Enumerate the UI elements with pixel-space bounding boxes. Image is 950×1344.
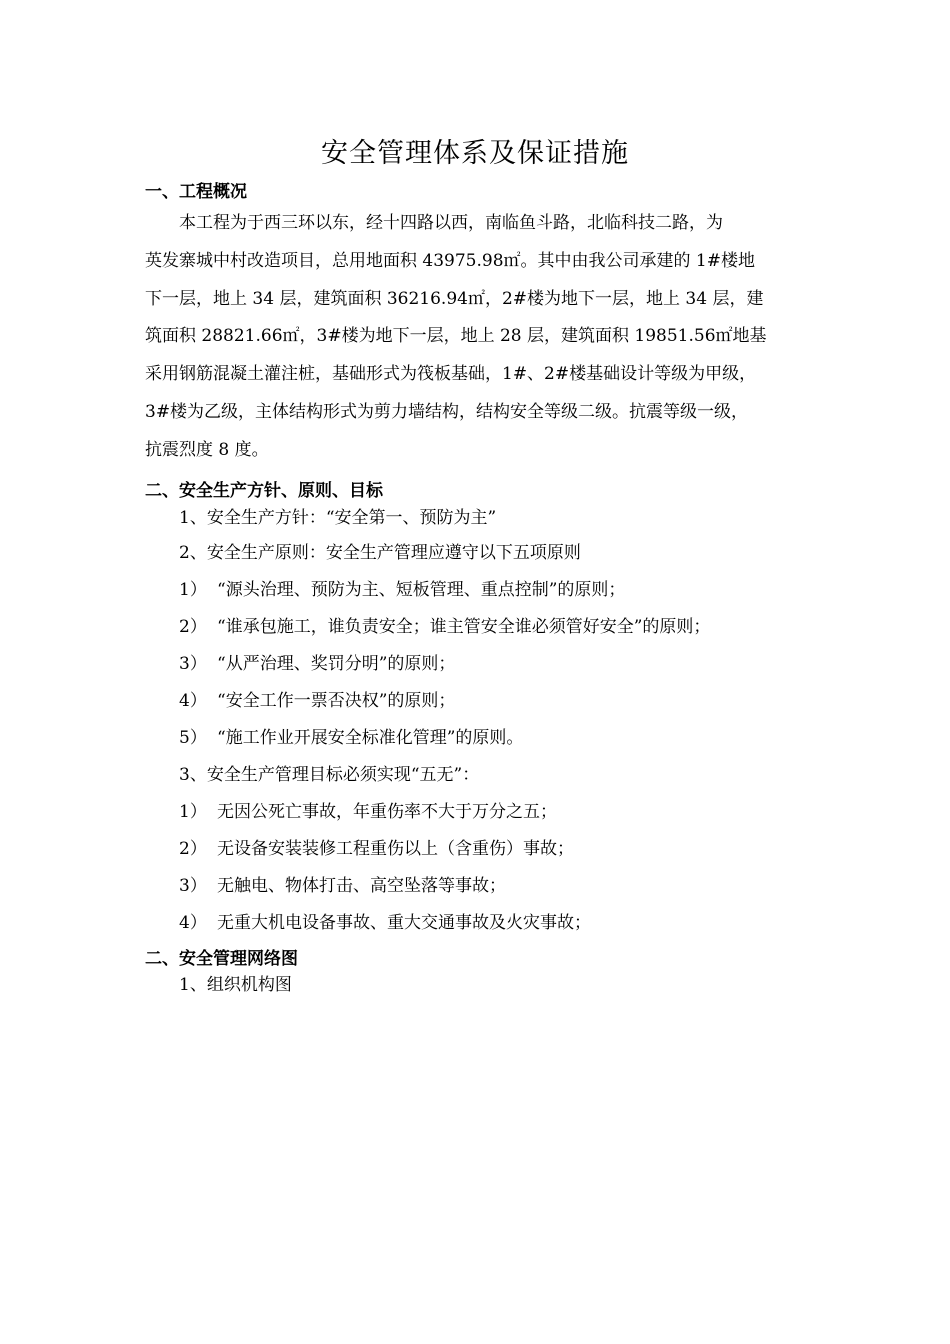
safety-goal-intro: 3、安全生产管理目标必须实现“五无”： [179, 765, 480, 785]
section-heading-safety-network: 二、安全管理网络图 [145, 949, 298, 969]
list-text: “施工作业开展安全标准化管理”的原则。 [217, 728, 524, 748]
list-number: 5） [179, 728, 207, 748]
list-text: “从严治理、奖罚分明”的原则； [217, 654, 456, 674]
principle-item [179, 651, 455, 677]
principle-item [179, 577, 625, 603]
list-number: 1） [179, 580, 207, 600]
list-number: 2） [179, 617, 207, 637]
paragraph-line: 采用钢筋混凝土灌注桩，基础形式为筏板基础，1#、2#楼基础设计等级为甲级， [145, 364, 757, 385]
list-text: 无重大机电设备事故、重大交通事故及火灾事故； [217, 913, 591, 933]
goal-item [179, 836, 574, 862]
principle-item [179, 688, 455, 714]
list-number: 3） [179, 654, 207, 674]
paragraph-line: 本工程为于西三环以东，经十四路以西，南临鱼斗路，北临科技二路，为 [179, 213, 723, 233]
goal-item [179, 799, 557, 825]
list-text: “谁承包施工，谁负责安全；谁主管安全谁必须管好安全”的原则； [217, 617, 711, 637]
list-text: 无触电、物体打击、高空坠落等事故； [217, 876, 506, 896]
list-text: “安全工作一票否决权”的原则； [217, 691, 456, 711]
principle-item [179, 614, 710, 640]
list-number: 2） [179, 839, 207, 859]
paragraph-line: 筑面积 28821.66㎡，3#楼为地下一层，地上 28 层，建筑面积 19851.56㎡地基 [145, 326, 767, 347]
paragraph-line: 抗震烈度 8 度。 [145, 439, 269, 460]
org-chart-item: 1、组织机构图 [179, 975, 292, 995]
project-overview-paragraph [145, 205, 820, 470]
safety-policy-line: 1、安全生产方针：“安全第一、预防为主” [179, 508, 497, 528]
list-text: 无设备安装装修工程重伤以上（含重伤）事故； [217, 839, 574, 859]
list-number: 3） [179, 876, 207, 896]
list-number: 4） [179, 691, 207, 711]
principle-item [179, 725, 523, 751]
safety-principle-intro: 2、安全生产原则：安全生产管理应遵守以下五项原则 [179, 543, 581, 563]
list-number: 4） [179, 913, 207, 933]
list-text: “源头治理、预防为主、短板管理、重点控制”的原则； [217, 580, 626, 600]
paragraph-line: 3#楼为乙级，主体结构形式为剪力墙结构，结构安全等级二级。抗震等级一级， [145, 401, 749, 422]
section-heading-safety-policy: 二、安全生产方针、原则、目标 [145, 481, 383, 501]
list-text: 无因公死亡事故，年重伤率不大于万分之五； [217, 802, 557, 822]
paragraph-line: 下一层，地上 34 层，建筑面积 36216.94㎡，2#楼为地下一层，地上 34 层，建 [145, 288, 764, 309]
document-title: 安全管理体系及保证措施 [321, 138, 629, 169]
goal-item [179, 873, 506, 899]
goal-item [179, 910, 591, 936]
section-heading-project-overview: 一、工程概况 [145, 182, 247, 202]
list-number: 1） [179, 802, 207, 822]
paragraph-line: 英发寨城中村改造项目，总用地面积 43975.98㎡。其中由我公司承建的 1#楼地 [145, 250, 755, 271]
